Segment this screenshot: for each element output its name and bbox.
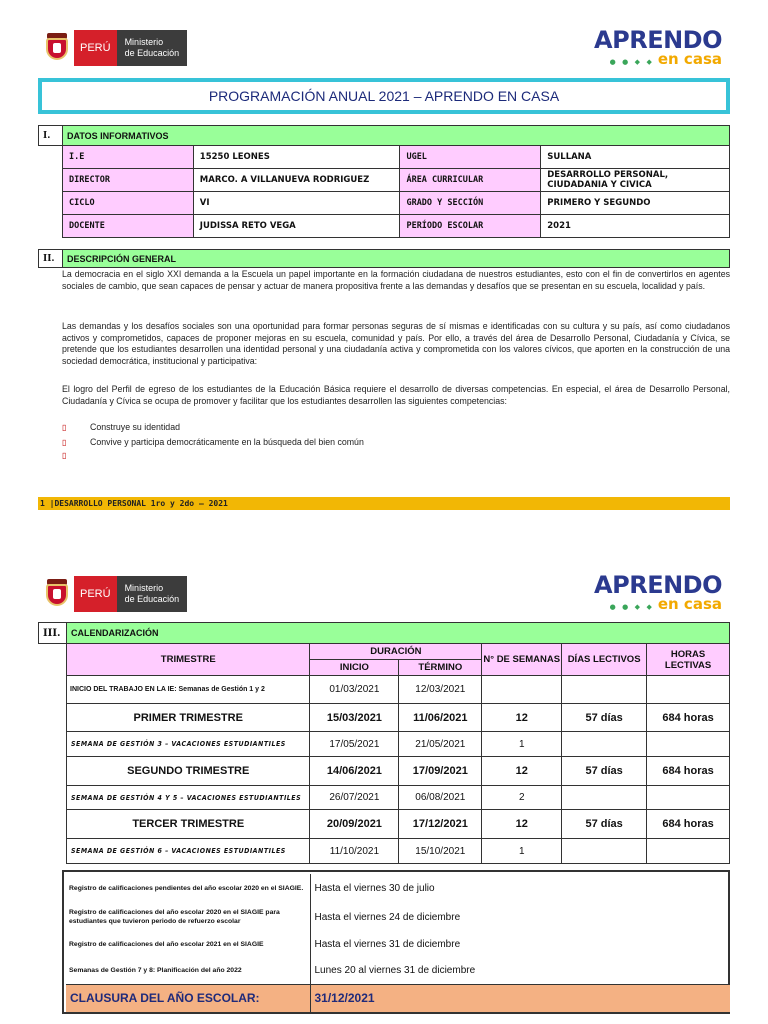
value-ciclo: VI <box>193 192 400 215</box>
table-row: SEMANA DE GESTIÓN 6 – VACACIONES ESTUDIANTILES 11/10/2021 15/10/2021 1 <box>67 839 730 864</box>
section-2-number: II. <box>38 249 63 268</box>
value-director: MARCO. A VILLANUEVA RODRIGUEZ <box>193 169 400 192</box>
aprendo-en-casa-logo <box>594 573 722 615</box>
header-horas: HORAS LECTIVAS <box>647 644 730 676</box>
value-ugel: SULLANA <box>541 146 730 169</box>
table-row <box>63 192 730 215</box>
registros-table <box>66 874 730 1012</box>
section-1-title: DATOS INFORMATIVOS <box>62 125 730 146</box>
value-docente: JUDISSA RETO VEGA <box>193 215 400 238</box>
calendarizacion-table <box>66 643 730 864</box>
value-area: DESARROLLO PERSONAL, CIUDADANIA Y CIVICA <box>541 169 730 192</box>
aprendo-text: APRENDO <box>594 26 722 54</box>
table-row <box>63 215 730 238</box>
label-area: ÁREA CURRICULAR <box>400 169 541 192</box>
description-paragraph-3: El logro del Perfil de egreso de los estudiantes de la Educación Básica requiere el desarrollo de diversas competencias. En especial, el área de Desarrollo Personal, Ciudadanía y Cívica se ocupa de promover y facilitar que los estudiantes desarrollen las siguientes competencias: <box>62 384 730 406</box>
label-docente: DOCENTE <box>63 215 194 238</box>
header-semanas: N° DE SEMANAS <box>482 644 562 676</box>
header-dias: DÍAS LECTIVOS <box>562 644 647 676</box>
description-paragraph-2: Las demandas y los desafíos sociales son una oportunidad para formar personas seguras de sí mismas e identificadas con su cultura y su país, así como ciudadanos activos y comprometidos, capaces de proponer mejoras en su escuela, comunidad y país. Por ello, a través del área de Desarrollo Personal, Ciudadanía y Cívica, se pretende que los estudiantes desarrollen una identidad personal y una ciudadanía activa y comprometida con los valores cívicos, que aporten en la construcción de una sociedad democrática, institucional y participativa: <box>62 321 730 366</box>
competencia-item <box>62 451 90 460</box>
table-row: SEMANA DE GESTIÓN 3 – VACACIONES ESTUDIANTILES 17/05/2021 21/05/2021 1 <box>67 732 730 757</box>
value-ie: 15250 LEONES <box>193 146 400 169</box>
clausura-label: CLAUSURA DEL AÑO ESCOLAR: <box>66 984 310 1012</box>
header-inicio: INICIO <box>310 660 399 676</box>
en-casa-text: ● ● ◆ ◆ en casa <box>609 50 722 68</box>
aprendo-en-casa-logo <box>594 28 722 70</box>
value-periodo: 2021 <box>541 215 730 238</box>
label-ugel: UGEL <box>400 146 541 169</box>
table-row: SEGUNDO TRIMESTRE 14/06/2021 17/09/2021 12 57 días 684 horas <box>67 757 730 786</box>
page-footer: 1 |DESARROLLO PERSONAL 1ro y 2do – 2021 <box>38 497 730 510</box>
peru-shield-icon <box>44 33 70 63</box>
header-trimestre: TRIMESTRE <box>67 644 310 676</box>
section-2-title: DESCRIPCIÓN GENERAL <box>62 249 730 268</box>
peru-shield-icon <box>44 579 70 609</box>
page-title: PROGRAMACIÓN ANUAL 2021 – APRENDO EN CASA <box>38 78 730 114</box>
table-row <box>63 169 730 192</box>
competencia-item: ▯ Construye su identidad <box>62 422 180 432</box>
label-ciclo: CICLO <box>63 192 194 215</box>
bullet-icon: ▯ <box>62 437 67 447</box>
table-row: PRIMER TRIMESTRE 15/03/2021 11/06/2021 12 57 días 684 horas <box>67 704 730 732</box>
section-1-number: I. <box>38 125 63 146</box>
peru-label: PERÚ <box>74 30 117 66</box>
table-row: SEMANA DE GESTIÓN 4 Y 5 – VACACIONES ESTUDIANTILES 26/07/2021 06/08/2021 2 <box>67 786 730 810</box>
competencia-item: ▯ Convive y participa democráticamente en la búsqueda del bien común <box>62 437 364 447</box>
bullet-icon: ▯ <box>62 451 67 460</box>
minedu-logo <box>44 30 187 66</box>
header-termino: TÉRMINO <box>399 660 482 676</box>
description-paragraph-1: La democracia en el siglo XXI demanda a la Escuela un papel importante en la formación ciudadana de nuestros estudiantes, esto con el fin de convertirlos en agentes sociales de cambio, que sean capaces de pensar y actuar de manera propositiva frente a las demandas y desafíos que se presentan en su escuela, localidad y país. <box>62 269 730 291</box>
label-director: DIRECTOR <box>63 169 194 192</box>
section-3-number: III. <box>38 622 67 644</box>
table-header-row <box>67 644 730 660</box>
aprendo-text: APRENDO <box>594 571 722 599</box>
bullet-icon: ▯ <box>62 422 67 432</box>
datos-informativos-table <box>62 145 730 238</box>
table-row: INICIO DEL TRABAJO EN LA IE: Semanas de Gestión 1 y 2 01/03/2021 12/03/2021 <box>67 676 730 704</box>
label-periodo: PERÍODO ESCOLAR <box>400 215 541 238</box>
table-row: Semanas de Gestión 7 y 8: Planificación del año 2022 Lunes 20 al viernes 31 de diciembre <box>66 957 730 984</box>
table-row: Registro de calificaciones del año escolar 2020 en el SIAGIE para estudiantes que tuvieron periodo de refuerzo escolar Hasta el viernes 24 de diciembre <box>66 903 730 931</box>
peru-label: PERÚ <box>74 576 117 612</box>
clausura-row <box>66 984 730 1012</box>
ministerio-label: Ministerio de Educación <box>117 30 188 66</box>
table-row: TERCER TRIMESTRE 20/09/2021 17/12/2021 12 57 días 684 horas <box>67 810 730 839</box>
label-grado: GRADO Y SECCIÓN <box>400 192 541 215</box>
en-casa-text: ● ● ◆ ◆ en casa <box>609 595 722 613</box>
table-row: Registro de calificaciones del año escolar 2021 en el SIAGIE Hasta el viernes 31 de diciembre <box>66 931 730 957</box>
table-row <box>63 146 730 169</box>
label-ie: I.E <box>63 146 194 169</box>
ministerio-label: Ministerio de Educación <box>117 576 188 612</box>
minedu-logo <box>44 576 187 612</box>
header-duracion: DURACIÓN <box>310 644 482 660</box>
section-3-title: CALENDARIZACIÓN <box>66 622 730 644</box>
clausura-date: 31/12/2021 <box>310 984 730 1012</box>
table-row: Registro de calificaciones pendientes del año escolar 2020 en el SIAGIE. Hasta el viernes 30 de julio <box>66 874 730 903</box>
value-grado: PRIMERO Y SEGUNDO <box>541 192 730 215</box>
